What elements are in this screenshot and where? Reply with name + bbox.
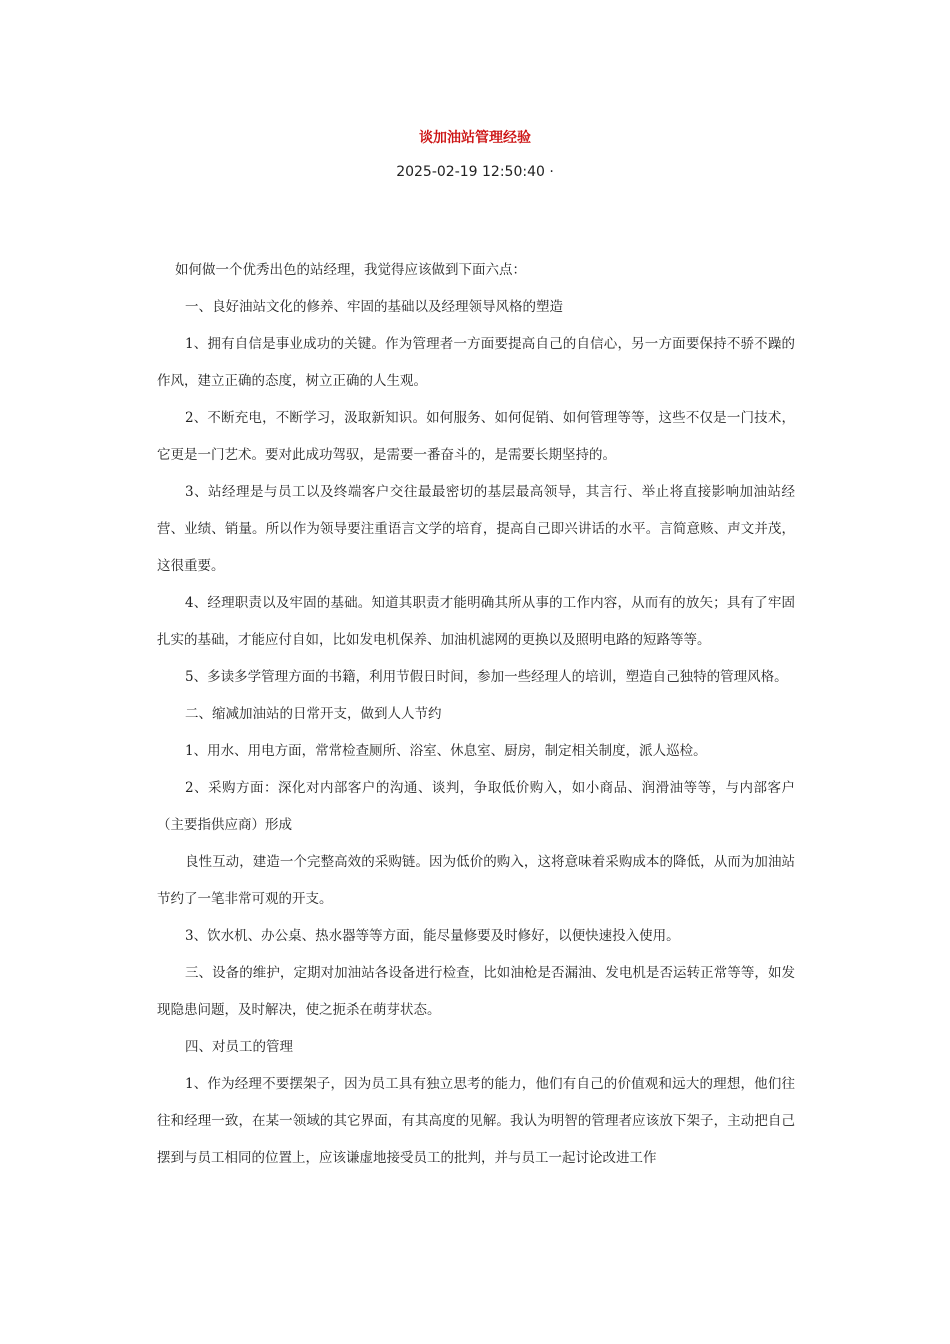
document-title: 谈加油站管理经验 xyxy=(419,130,531,146)
section-heading-2: 二、缩减加油站的日常开支，做到人人节约 xyxy=(185,706,442,722)
paragraph: 3、饮水机、办公桌、热水器等等方面，能尽量修要及时修好，以便快速投入使用。 xyxy=(185,928,680,944)
section-heading-4: 四、对员工的管理 xyxy=(185,1039,293,1055)
section-heading-1: 一、良好油站文化的修养、牢固的基础以及经理领导风格的塑造 xyxy=(185,299,563,315)
paragraph: 4、经理职责以及牢固的基础。知道其职责才能明确其所从事的工作内容，从而有的放矢；具有了牢固扎实的基础，才能应付自如，比如发电机保养、加油机滤网的更换以及照明电路的短路等等。 xyxy=(157,595,795,648)
paragraph: 5、多读多学管理方面的书籍，利用节假日时间，参加一些经理人的培训，塑造自己独特的管理风格。 xyxy=(185,669,788,685)
document-body xyxy=(157,252,795,1177)
publish-date: 2025-02-19 12:50:40 · xyxy=(396,164,554,180)
section-heading-3: 三、设备的维护，定期对加油站各设备进行检查，比如油枪是否漏油、发电机是否运转正常等等，如发现隐患问题，及时解决，使之扼杀在萌芽状态。 xyxy=(157,965,795,1018)
paragraph: 良性互动，建造一个完整高效的采购链。因为低价的购入，这将意味着采购成本的降低，从而为加油站节约了一笔非常可观的开支。 xyxy=(157,854,795,907)
paragraph-intro: 如何做一个优秀出色的站经理，我觉得应该做到下面六点： xyxy=(175,262,526,278)
paragraph: 3、站经理是与员工以及终端客户交往最最密切的基层最高领导，其言行、举止将直接影响加油站经营、业绩、销量。所以作为领导要注重语言文学的培育，提高自己即兴讲话的水平。言简意赅、声文并茂，这很重要。 xyxy=(157,484,795,574)
paragraph: 1、作为经理不要摆架子，因为员工具有独立思考的能力，他们有自己的价值观和远大的理想，他们往往和经理一致，在某一领域的其它界面，有其高度的见解。我认为明智的管理者应该放下架子，主动把自己摆到与员工相同的位置上，应该谦虚地接受员工的批判，并与员工一起讨论改进工作 xyxy=(157,1076,795,1166)
paragraph: 1、用水、用电方面，常常检查厕所、浴室、休息室、厨房，制定相关制度，派人巡检。 xyxy=(185,743,707,759)
paragraph: 1、拥有自信是事业成功的关键。作为管理者一方面要提高自己的自信心，另一方面要保持不骄不躁的作风，建立正确的态度，树立正确的人生观。 xyxy=(157,336,795,389)
paragraph: 2、不断充电，不断学习，汲取新知识。如何服务、如何促销、如何管理等等，这些不仅是一门技术，它更是一门艺术。要对此成功驾驭，是需要一番奋斗的，是需要长期坚持的。 xyxy=(157,410,795,463)
paragraph: 2、采购方面：深化对内部客户的沟通、谈判，争取低价购入，如小商品、润滑油等等，与内部客户（主要指供应商）形成 xyxy=(157,780,795,833)
